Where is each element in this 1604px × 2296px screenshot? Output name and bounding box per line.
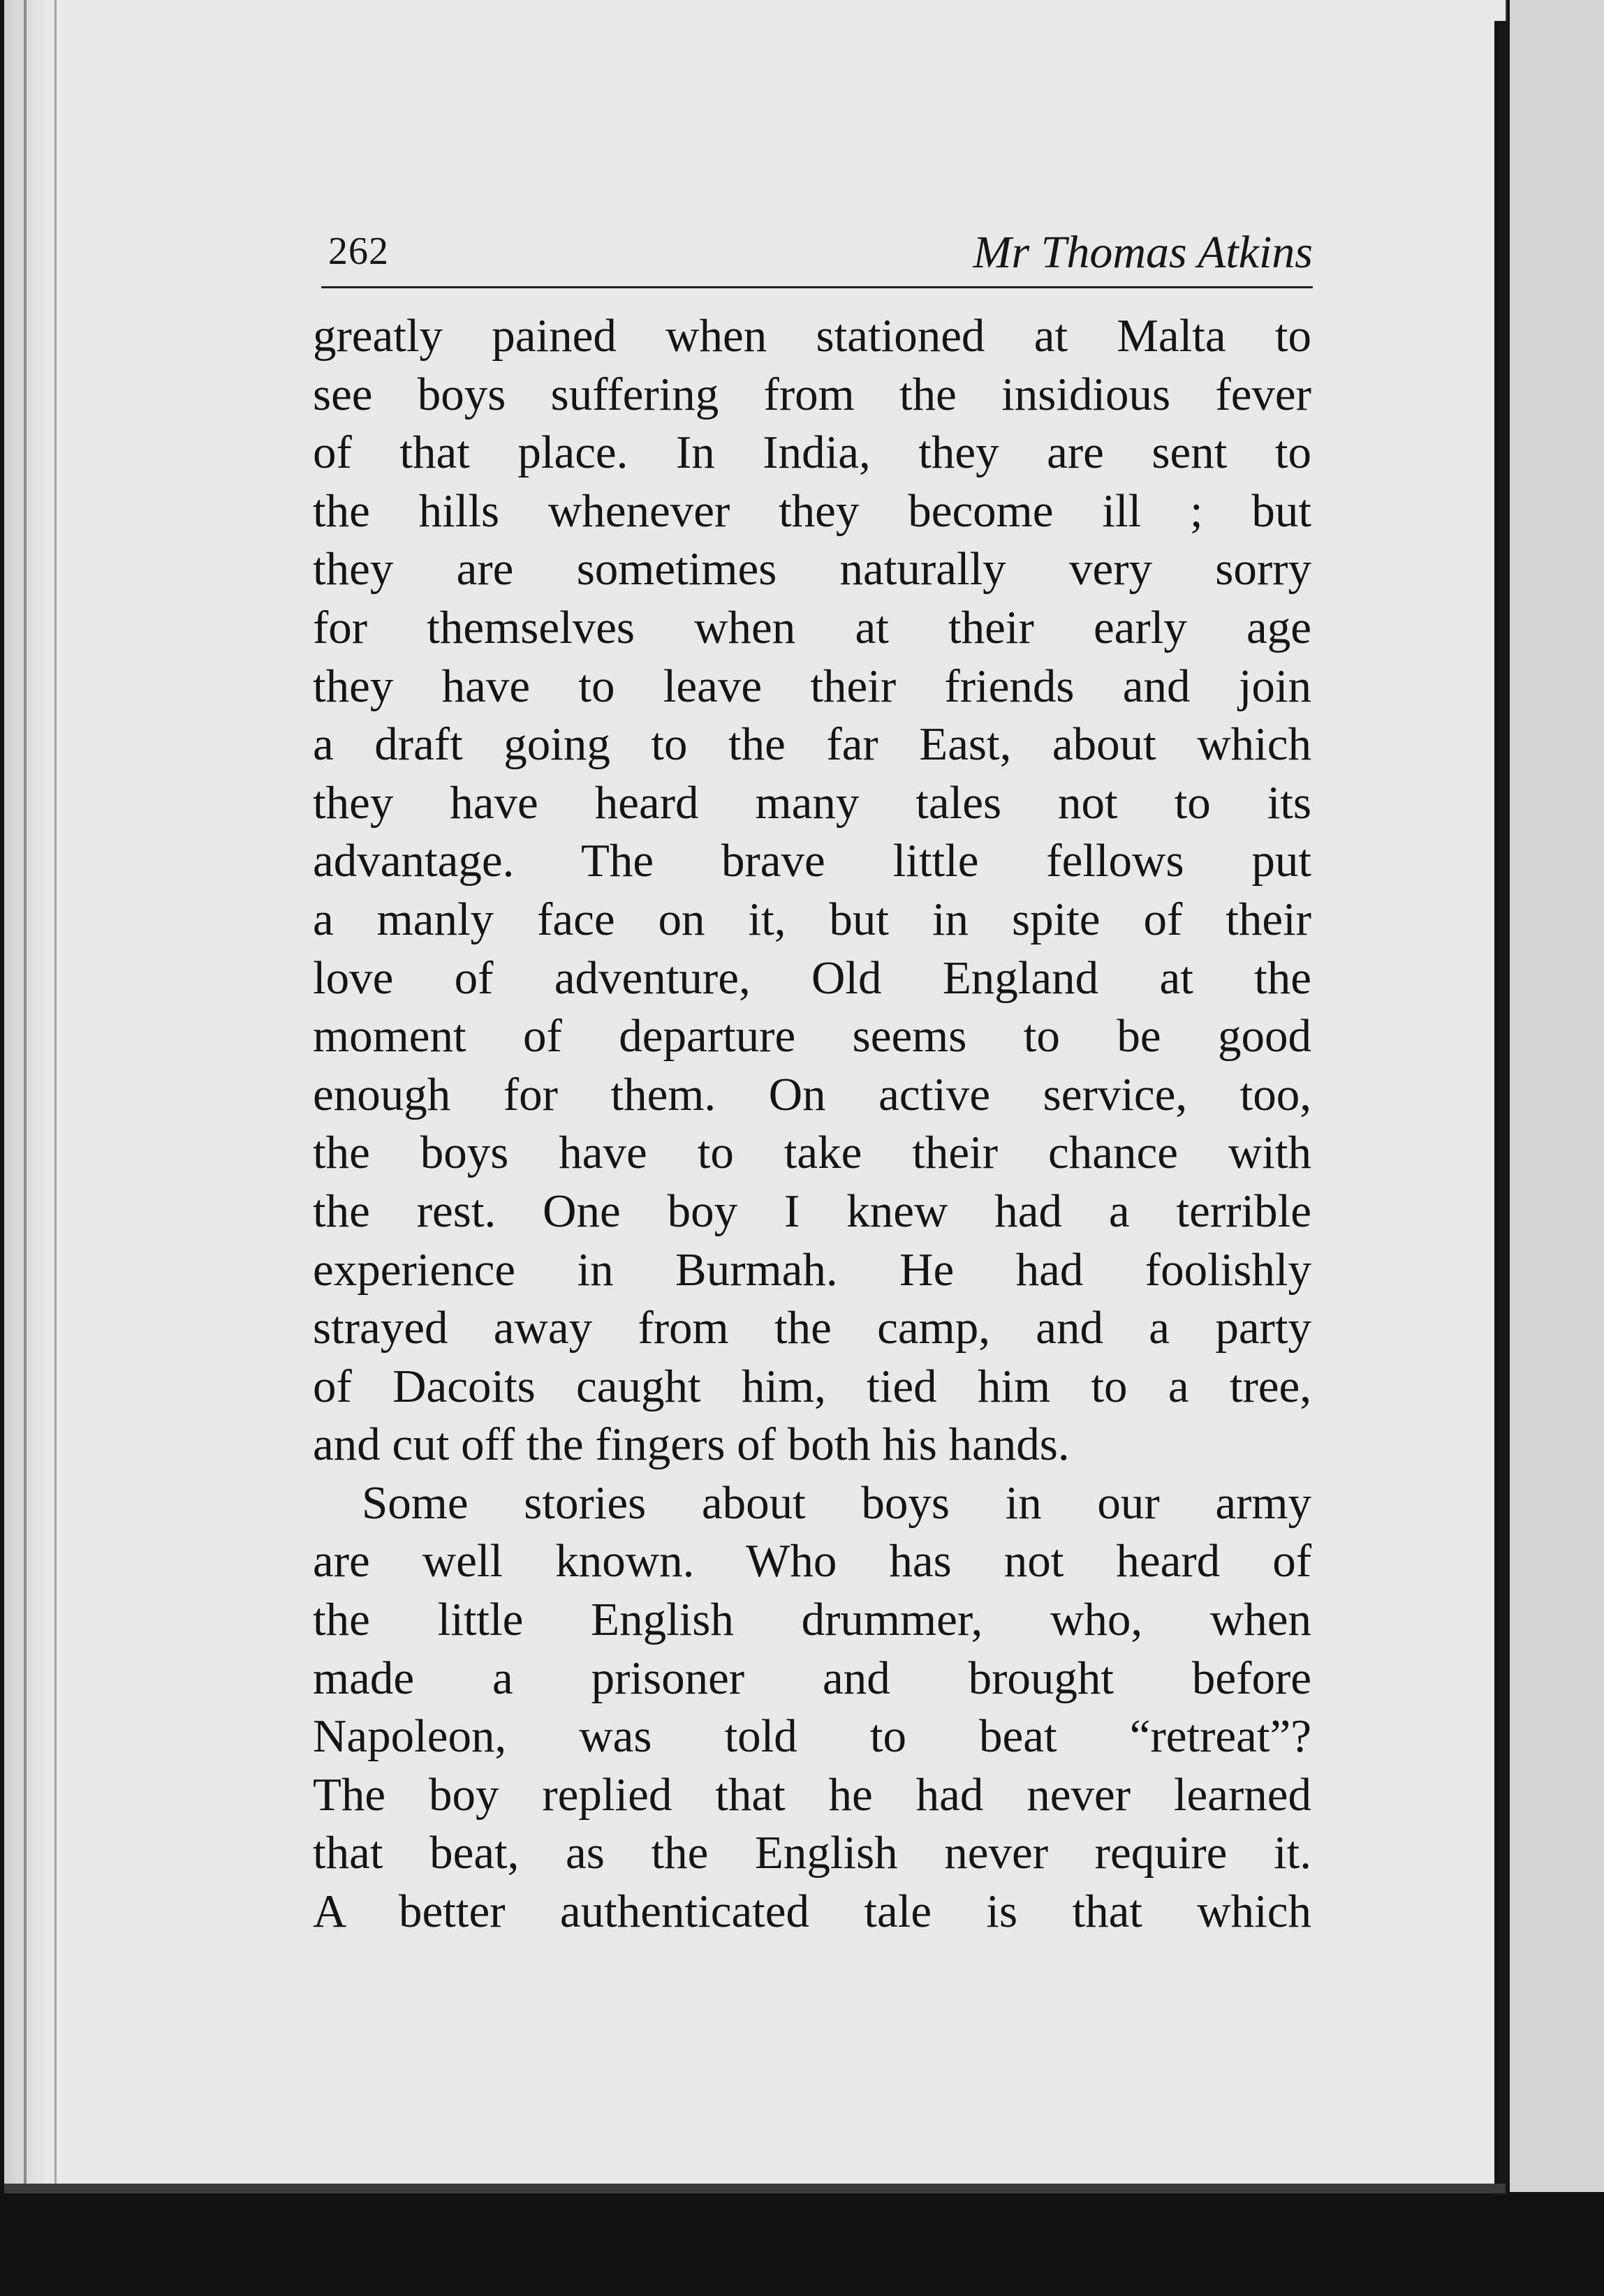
text-line: The boy replied that he had never learned [313,1768,1311,1821]
body-text [313,307,1311,1941]
running-head: Mr Thomas Atkins [973,227,1313,278]
page-edge-shadow [24,0,27,2185]
paragraph [313,307,1311,1474]
text-line: of Dacoits caught him, tied him to a tree, [313,1360,1311,1412]
text-line: Some stories about boys in our army [362,1476,1311,1529]
text-line: advantage. The brave little fellows put [313,835,1311,887]
page-number: 262 [328,230,389,273]
book-spine [1494,21,1510,2195]
text-line: the rest. One boy I knew had a terrible [313,1185,1311,1237]
text-line: greatly pained when stationed at Malta to [313,310,1311,362]
page-edge-shadow [54,0,57,2185]
text-line: a draft going to the far East, about which [313,718,1311,771]
page-bottom-edge [4,2184,1506,2193]
page-header [321,223,1313,288]
text-line: strayed away from the camp, and a party [313,1302,1311,1354]
text-line: they have to leave their friends and join [313,660,1311,712]
text-line: enough for them. On active service, too, [313,1068,1311,1120]
text-line: the boys have to take their chance with [313,1127,1311,1179]
text-line: of that place. In India, they are sent to [313,427,1311,479]
paragraph [313,1474,1311,1941]
text-line: the little English drummer, who, when [313,1594,1311,1646]
text-line: moment of departure seems to be good [313,1010,1311,1062]
text-line: A better authenticated tale is that which [313,1886,1311,1938]
text-line: they have heard many tales not to its [313,776,1311,829]
text-line: are well known. Who has not heard of [313,1535,1311,1587]
text-line: Napoleon, was told to beat “retreat”? [313,1710,1311,1763]
text-line: a manly face on it, but in spite of their [313,893,1311,945]
text-line: that beat, as the English never require it. [313,1827,1311,1879]
text-line: the hills whenever they become ill ; but [313,484,1311,537]
text-line: and cut off the fingers of both his hands. [313,1419,1070,1471]
text-line: they are sometimes naturally very sorry [313,543,1311,595]
text-line: made a prisoner and brought before [313,1652,1311,1704]
text-line: for themselves when at their early age [313,601,1311,653]
text-line: experience in Burmah. He had foolishly [313,1243,1311,1296]
text-line: see boys suffering from the insidious fever [313,368,1311,420]
facing-page-edge [1510,0,1604,2192]
text-line: love of adventure, Old England at the [313,951,1311,1004]
